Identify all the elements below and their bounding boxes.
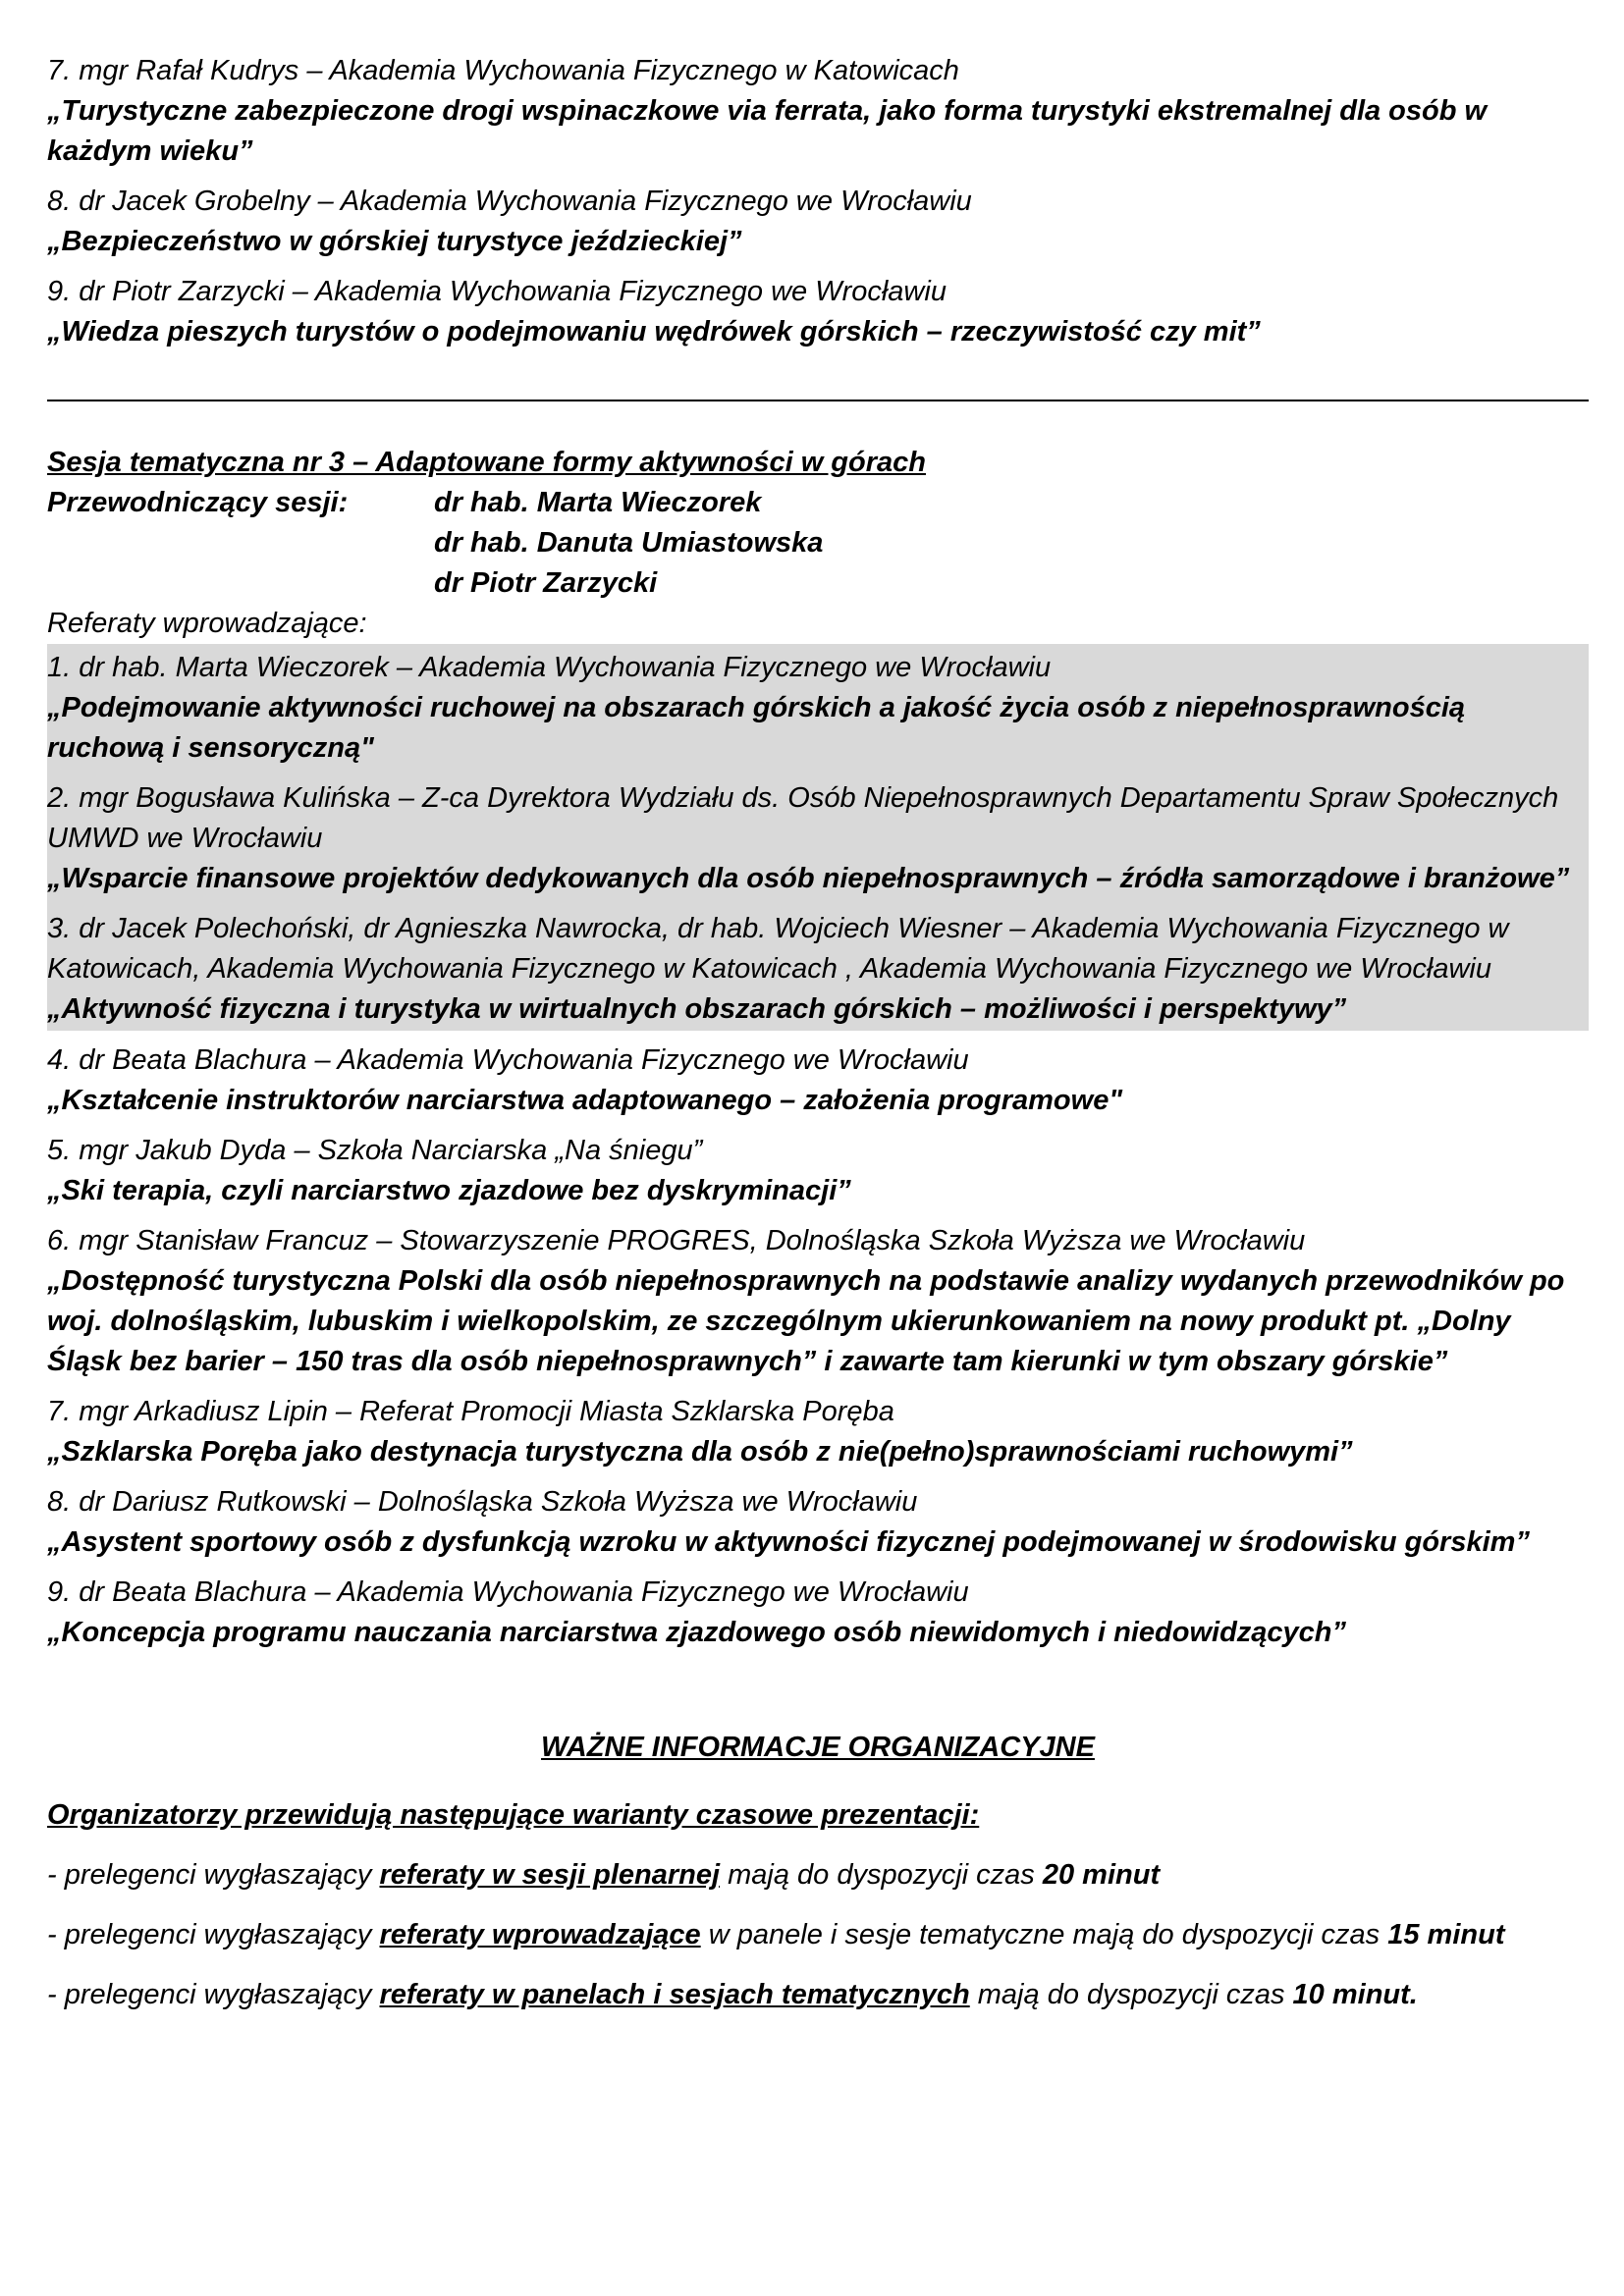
- entry-title: „Szklarska Poręba jako destynacja turystyczna dla osób z nie(pełno)sprawnościami ruchowymi”: [47, 1436, 1353, 1468]
- entry-author: 4. dr Beata Blachura – Akademia Wychowania Fizycznego we Wrocławiu: [47, 1044, 969, 1076]
- row-prefix: - prelegenci wygłaszający: [47, 1919, 380, 1950]
- chair-name: dr hab. Marta Wieczorek: [434, 487, 762, 518]
- entry-title: „Podejmowanie aktywności ruchowej na obszarach górskich a jakość życia osób z niepełnosprawnością ruchową i sensoryczną": [47, 692, 1466, 764]
- entry-title: „Asystent sportowy osób z dysfunkcją wzroku w aktywności fizycznej podejmowanej w środowisku górskim”: [47, 1526, 1530, 1558]
- entry-title: „Koncepcja programu nauczania narciarstwa zjazdowego osób niewidomych i niedowidzących”: [47, 1617, 1347, 1648]
- row-middle: w panele i sesje tematyczne mają do dyspozycji czas: [700, 1919, 1388, 1950]
- list-item: [47, 778, 1589, 899]
- session-heading: Sesja tematyczna nr 3 – Adaptowane formy aktywności w górach: [47, 447, 926, 478]
- entry-author: 8. dr Dariusz Rutkowski – Dolnośląska Szkoła Wyższa we Wrocławiu: [47, 1486, 918, 1518]
- list-item: [47, 1392, 1589, 1472]
- organizers-heading: Organizatorzy przewidują następujące warianty czasowe prezentacji:: [47, 1799, 980, 1831]
- entry-author: 9. dr Piotr Zarzycki – Akademia Wychowania Fizycznego we Wrocławiu: [47, 276, 947, 307]
- list-item: [47, 272, 1589, 352]
- entry-author: 8. dr Jacek Grobelny – Akademia Wychowania Fizycznego we Wrocławiu: [47, 186, 972, 217]
- entry-author: 3. dr Jacek Polechoński, dr Agnieszka Nawrocka, dr hab. Wojciech Wiesner – Akademia Wychowania Fizycznego w Katowicach, Akademia Wychowania Fizycznego w Katowicach , Akademia Wychowania Fizycznego we Wrocławiu: [47, 913, 1509, 985]
- chair-name: dr Piotr Zarzycki: [434, 567, 658, 599]
- list-item: [47, 182, 1589, 262]
- chair-name: dr hab. Danuta Umiastowska: [434, 527, 824, 559]
- row-time: 15 minut: [1387, 1919, 1505, 1950]
- entry-author: 9. dr Beata Blachura – Akademia Wychowania Fizycznego we Wrocławiu: [47, 1576, 969, 1608]
- entry-title: „Ski terapia, czyli narciarstwo zjazdowe bez dyskryminacji”: [47, 1175, 851, 1206]
- entry-title: „Bezpieczeństwo w górskiej turystyce jeździeckiej”: [47, 226, 742, 257]
- intro-label: Referaty wprowadzające:: [47, 608, 367, 639]
- row-middle: mają do dyspozycji czas: [969, 1979, 1293, 2010]
- list-item: [47, 1221, 1589, 1382]
- list-item: [47, 1482, 1589, 1563]
- row-key: referaty w panelach i sesjach tematycznych: [379, 1979, 970, 2010]
- document-page: [47, 51, 1589, 2035]
- chair-label: Przewodniczący sesji:: [47, 487, 349, 518]
- entry-title: „Aktywność fizyczna i turystyka w wirtualnych obszarach górskich – możliwości i perspektywy”: [47, 993, 1347, 1025]
- entry-title: „Wsparcie finansowe projektów dedykowanych dla osób niepełnosprawnych – źródła samorządowe i branżowe”: [47, 863, 1570, 894]
- row-time: 20 minut: [1042, 1859, 1161, 1891]
- info-title: WAŻNE INFORMACJE ORGANIZACYJNE: [541, 1732, 1095, 1763]
- session-chairs: [47, 483, 1589, 604]
- entry-author: 7. mgr Arkadiusz Lipin – Referat Promocji Miasta Szklarska Poręba: [47, 1396, 894, 1427]
- entry-title: „Kształcenie instruktorów narciarstwa adaptowanego – założenia programowe": [47, 1085, 1123, 1116]
- time-variant-row: [47, 1855, 1589, 1896]
- list-item: [47, 909, 1589, 1030]
- list-item: [47, 1041, 1589, 1121]
- session-entries: [47, 1041, 1589, 1653]
- horizontal-divider: [47, 400, 1589, 401]
- entry-title: „Wiedza pieszych turystów o podejmowaniu wędrówek górskich – rzeczywistość czy mit”: [47, 316, 1261, 347]
- chair-names: [434, 483, 823, 604]
- list-item: [47, 648, 1589, 769]
- entry-author: 7. mgr Rafał Kudrys – Akademia Wychowania Fizycznego w Katowicach: [47, 55, 959, 86]
- list-item: [47, 1573, 1589, 1653]
- entry-title: „Dostępność turystyczna Polski dla osób niepełnosprawnych na podstawie analizy wydanych przewodników po woj. dolnośląskim, lubuskim i wielkopolskim, ze szczególnym ukierunkowaniem na nowy produkt pt. „Dolny Śląsk bez barier – 150 tras dla osób niepełnosprawnych” i zawarte tam kierunki w tym obszary górskie”: [47, 1265, 1565, 1377]
- entry-author: 2. mgr Bogusława Kulińska – Z-ca Dyrektora Wydziału ds. Osób Niepełnosprawnych Departamentu Spraw Społecznych UMWD we Wrocławiu: [47, 782, 1559, 854]
- row-key: referaty w sesji plenarnej: [379, 1859, 721, 1891]
- row-prefix: - prelegenci wygłaszający: [47, 1859, 380, 1891]
- row-prefix: - prelegenci wygłaszający: [47, 1979, 380, 2010]
- row-key: referaty wprowadzające: [379, 1919, 701, 1950]
- entry-title: „Turystyczne zabezpieczone drogi wspinaczkowe via ferrata, jako forma turystyki ekstremalnej dla osób w każdym wieku”: [47, 95, 1488, 167]
- entry-author: 6. mgr Stanisław Francuz – Stowarzyszenie PROGRES, Dolnośląska Szkoła Wyższa we Wrocławiu: [47, 1225, 1306, 1256]
- list-item: [47, 51, 1589, 172]
- entry-author: 1. dr hab. Marta Wieczorek – Akademia Wychowania Fizycznego we Wrocławiu: [47, 652, 1052, 683]
- entry-author: 5. mgr Jakub Dyda – Szkoła Narciarska „Na śniegu”: [47, 1135, 703, 1166]
- row-time: 10 minut.: [1292, 1979, 1418, 2010]
- highlighted-intro-block: [47, 644, 1589, 1031]
- entries-top: [47, 51, 1589, 352]
- row-middle: mają do dyspozycji czas: [720, 1859, 1043, 1891]
- session-3: [47, 443, 1589, 1653]
- list-item: [47, 1131, 1589, 1211]
- time-variant-row: [47, 1975, 1589, 2015]
- time-variant-row: [47, 1915, 1589, 1955]
